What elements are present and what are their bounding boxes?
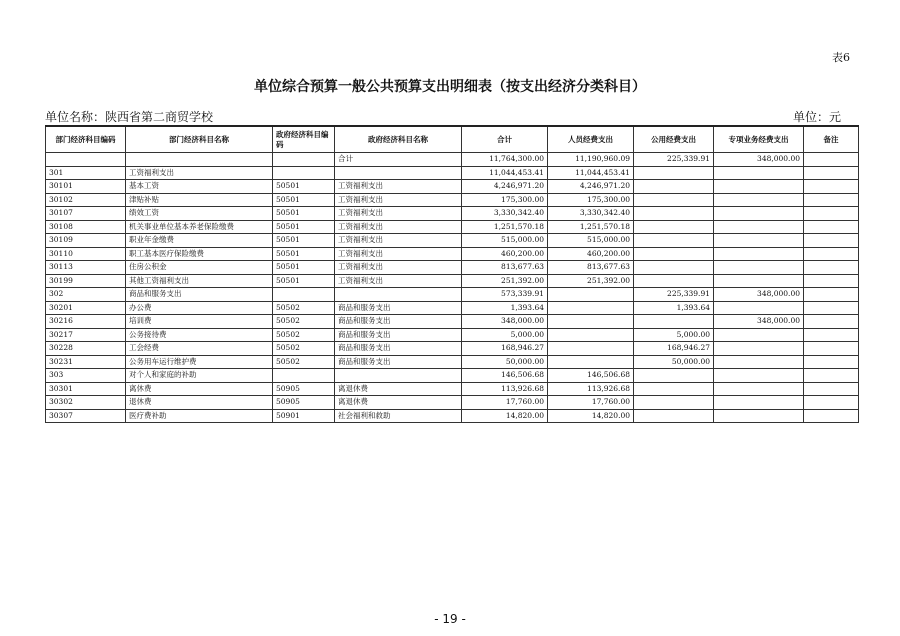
cell-dept-name: 退休费: [126, 396, 273, 410]
cell-special: [714, 355, 804, 369]
cell-remarks: [804, 153, 859, 167]
cell-gov-name: 商品和服务支出: [335, 328, 462, 342]
cell-dept-name: 其他工资福利支出: [126, 274, 273, 288]
cell-public: [634, 261, 714, 275]
cell-public: [634, 220, 714, 234]
cell-dept-code: 30301: [46, 382, 126, 396]
cell-special: [714, 369, 804, 383]
cell-special: [714, 409, 804, 423]
cell-special: [714, 207, 804, 221]
cell-remarks: [804, 234, 859, 248]
cell-gov-name: 工资福利支出: [335, 247, 462, 261]
cell-gov-code: 50502: [273, 342, 335, 356]
cell-public: [634, 207, 714, 221]
cell-dept-name: 职业年金缴费: [126, 234, 273, 248]
cell-special: [714, 220, 804, 234]
cell-dept-code: 30307: [46, 409, 126, 423]
cell-gov-code: 50501: [273, 207, 335, 221]
cell-gov-code: 50502: [273, 315, 335, 329]
cell-gov-code: [273, 166, 335, 180]
cell-gov-code: 50501: [273, 234, 335, 248]
cell-dept-code: 30110: [46, 247, 126, 261]
cell-special: [714, 328, 804, 342]
table-row: [46, 328, 859, 342]
cell-dept-code: 30109: [46, 234, 126, 248]
col-header-remarks: 备注: [804, 126, 859, 153]
cell-gov-name: 商品和服务支出: [335, 301, 462, 315]
cell-total: 515,000.00: [462, 234, 548, 248]
cell-dept-name: 办公费: [126, 301, 273, 315]
cell-remarks: [804, 220, 859, 234]
cell-dept-code: 30102: [46, 193, 126, 207]
cell-total: 4,246,971.20: [462, 180, 548, 194]
cell-dept-name: 津贴补贴: [126, 193, 273, 207]
cell-remarks: [804, 328, 859, 342]
cell-personnel: 1,251,570.18: [548, 220, 634, 234]
cell-dept-name: 机关事业单位基本养老保险缴费: [126, 220, 273, 234]
cell-total: 146,506.68: [462, 369, 548, 383]
cell-total: 50,000.00: [462, 355, 548, 369]
cell-gov-code: [273, 288, 335, 302]
unit-name: 单位名称：陕西省第二商贸学校: [45, 110, 214, 124]
cell-total: 5,000.00: [462, 328, 548, 342]
table-row: [46, 355, 859, 369]
cell-gov-code: 50905: [273, 396, 335, 410]
cell-total: 113,926.68: [462, 382, 548, 396]
cell-gov-name: [335, 288, 462, 302]
cell-dept-name: 商品和服务支出: [126, 288, 273, 302]
cell-gov-name: 离退休费: [335, 396, 462, 410]
col-header-total: 合计: [462, 126, 548, 153]
cell-personnel: 460,200.00: [548, 247, 634, 261]
table-row: [46, 180, 859, 194]
cell-dept-code: 30201: [46, 301, 126, 315]
cell-public: 1,393.64: [634, 301, 714, 315]
cell-special: [714, 342, 804, 356]
cell-total: 11,764,300.00: [462, 153, 548, 167]
cell-gov-code: 50501: [273, 261, 335, 275]
cell-dept-code: [46, 153, 126, 167]
cell-total: 573,339.91: [462, 288, 548, 302]
cell-public: [634, 409, 714, 423]
cell-total: 460,200.00: [462, 247, 548, 261]
table-row: [46, 220, 859, 234]
cell-gov-name: 工资福利支出: [335, 207, 462, 221]
cell-special: [714, 261, 804, 275]
cell-dept-code: 30302: [46, 396, 126, 410]
cell-total: 168,946.27: [462, 342, 548, 356]
cell-personnel: [548, 301, 634, 315]
cell-gov-name: [335, 166, 462, 180]
cell-gov-code: [273, 153, 335, 167]
col-header-gov-code: 政府经济科目编码: [273, 126, 335, 153]
cell-dept-name: 职工基本医疗保险缴费: [126, 247, 273, 261]
cell-gov-name: 工资福利支出: [335, 274, 462, 288]
cell-dept-name: 培训费: [126, 315, 273, 329]
table-header-row: [46, 126, 859, 153]
cell-total: 17,760.00: [462, 396, 548, 410]
cell-personnel: [548, 315, 634, 329]
cell-remarks: [804, 342, 859, 356]
cell-dept-name: 医疗费补助: [126, 409, 273, 423]
cell-public: 5,000.00: [634, 328, 714, 342]
cell-remarks: [804, 207, 859, 221]
cell-public: [634, 274, 714, 288]
cell-personnel: 11,190,960.09: [548, 153, 634, 167]
table-row: [46, 166, 859, 180]
cell-public: [634, 396, 714, 410]
cell-remarks: [804, 288, 859, 302]
cell-dept-code: 301: [46, 166, 126, 180]
cell-gov-code: 50501: [273, 193, 335, 207]
cell-dept-code: 30113: [46, 261, 126, 275]
cell-personnel: 175,300.00: [548, 193, 634, 207]
cell-special: [714, 166, 804, 180]
cell-total: 3,330,342.40: [462, 207, 548, 221]
cell-gov-name: 商品和服务支出: [335, 315, 462, 329]
cell-dept-name: [126, 153, 273, 167]
cell-dept-code: 303: [46, 369, 126, 383]
cell-gov-name: 商品和服务支出: [335, 342, 462, 356]
page-title: 单位综合预算一般公共预算支出明细表（按支出经济分类科目）: [254, 79, 646, 95]
cell-dept-code: 30107: [46, 207, 126, 221]
cell-public: 168,946.27: [634, 342, 714, 356]
table-row: [46, 153, 859, 167]
cell-personnel: 113,926.68: [548, 382, 634, 396]
col-header-personnel: 人员经费支出: [548, 126, 634, 153]
table-row: [46, 247, 859, 261]
cell-personnel: 4,246,971.20: [548, 180, 634, 194]
cell-special: [714, 247, 804, 261]
cell-gov-code: 50501: [273, 247, 335, 261]
cell-personnel: [548, 342, 634, 356]
table-number: 表6: [832, 51, 850, 64]
cell-remarks: [804, 261, 859, 275]
cell-personnel: 17,760.00: [548, 396, 634, 410]
cell-gov-code: 50501: [273, 220, 335, 234]
cell-special: [714, 274, 804, 288]
cell-special: [714, 301, 804, 315]
cell-remarks: [804, 274, 859, 288]
cell-gov-code: 50501: [273, 274, 335, 288]
cell-personnel: 515,000.00: [548, 234, 634, 248]
table-row: [46, 342, 859, 356]
cell-gov-name: 社会福利和救助: [335, 409, 462, 423]
page-number: - 19 -: [434, 612, 466, 626]
cell-dept-name: 公务用车运行维护费: [126, 355, 273, 369]
table-row: [46, 274, 859, 288]
currency-unit: 单位：元: [793, 110, 842, 124]
table-row: [46, 315, 859, 329]
cell-special: 348,000.00: [714, 288, 804, 302]
col-header-dept-name: 部门经济科目名称: [126, 126, 273, 153]
cell-gov-code: 50502: [273, 301, 335, 315]
cell-public: [634, 234, 714, 248]
cell-public: [634, 193, 714, 207]
cell-dept-code: 302: [46, 288, 126, 302]
cell-dept-name: 住房公积金: [126, 261, 273, 275]
cell-dept-name: 工会经费: [126, 342, 273, 356]
cell-special: [714, 234, 804, 248]
expenditure-table: [45, 125, 859, 423]
cell-personnel: 146,506.68: [548, 369, 634, 383]
cell-personnel: [548, 355, 634, 369]
cell-personnel: 11,044,453.41: [548, 166, 634, 180]
cell-gov-name: 工资福利支出: [335, 220, 462, 234]
cell-remarks: [804, 369, 859, 383]
cell-dept-name: 公务接待费: [126, 328, 273, 342]
cell-special: [714, 396, 804, 410]
cell-public: [634, 247, 714, 261]
cell-gov-name: 工资福利支出: [335, 261, 462, 275]
cell-total: 14,820.00: [462, 409, 548, 423]
table-row: [46, 409, 859, 423]
cell-gov-name: 工资福利支出: [335, 234, 462, 248]
cell-gov-name: [335, 369, 462, 383]
cell-total: 813,677.63: [462, 261, 548, 275]
cell-gov-code: 50501: [273, 180, 335, 194]
table-row: [46, 382, 859, 396]
cell-remarks: [804, 166, 859, 180]
cell-total: 1,393.64: [462, 301, 548, 315]
cell-dept-code: 30108: [46, 220, 126, 234]
cell-dept-name: 对个人和家庭的补助: [126, 369, 273, 383]
cell-public: 225,339.91: [634, 153, 714, 167]
cell-remarks: [804, 396, 859, 410]
cell-remarks: [804, 315, 859, 329]
cell-dept-name: 绩效工资: [126, 207, 273, 221]
cell-total: 251,392.00: [462, 274, 548, 288]
cell-total: 175,300.00: [462, 193, 548, 207]
cell-public: [634, 382, 714, 396]
cell-special: 348,000.00: [714, 153, 804, 167]
cell-gov-name: 工资福利支出: [335, 193, 462, 207]
cell-gov-code: 50502: [273, 328, 335, 342]
cell-total: 1,251,570.18: [462, 220, 548, 234]
cell-dept-code: 30101: [46, 180, 126, 194]
cell-public: 50,000.00: [634, 355, 714, 369]
cell-dept-name: 工资福利支出: [126, 166, 273, 180]
cell-gov-name: 离退休费: [335, 382, 462, 396]
cell-remarks: [804, 409, 859, 423]
table-row: [46, 234, 859, 248]
cell-public: 225,339.91: [634, 288, 714, 302]
cell-public: [634, 166, 714, 180]
cell-remarks: [804, 247, 859, 261]
cell-personnel: 813,677.63: [548, 261, 634, 275]
cell-total: 348,000.00: [462, 315, 548, 329]
col-header-public: 公用经费支出: [634, 126, 714, 153]
cell-gov-name: 商品和服务支出: [335, 355, 462, 369]
table-row: [46, 369, 859, 383]
cell-gov-name: 工资福利支出: [335, 180, 462, 194]
table-row: [46, 261, 859, 275]
table-row: [46, 207, 859, 221]
cell-gov-code: 50901: [273, 409, 335, 423]
cell-special: [714, 180, 804, 194]
cell-dept-code: 30199: [46, 274, 126, 288]
table-row: [46, 301, 859, 315]
cell-personnel: 251,392.00: [548, 274, 634, 288]
table-row: [46, 288, 859, 302]
cell-gov-code: 50905: [273, 382, 335, 396]
cell-special: [714, 193, 804, 207]
cell-remarks: [804, 180, 859, 194]
col-header-special: 专项业务经费支出: [714, 126, 804, 153]
cell-remarks: [804, 301, 859, 315]
cell-gov-code: [273, 369, 335, 383]
cell-total: 11,044,453.41: [462, 166, 548, 180]
cell-dept-code: 30216: [46, 315, 126, 329]
cell-personnel: 14,820.00: [548, 409, 634, 423]
cell-gov-code: 50502: [273, 355, 335, 369]
cell-remarks: [804, 382, 859, 396]
cell-public: [634, 315, 714, 329]
cell-remarks: [804, 355, 859, 369]
cell-special: [714, 382, 804, 396]
col-header-dept-code: 部门经济科目编码: [46, 126, 126, 153]
table-row: [46, 396, 859, 410]
cell-dept-name: 基本工资: [126, 180, 273, 194]
cell-dept-code: 30228: [46, 342, 126, 356]
cell-dept-name: 离休费: [126, 382, 273, 396]
cell-personnel: [548, 288, 634, 302]
cell-special: 348,000.00: [714, 315, 804, 329]
cell-public: [634, 180, 714, 194]
cell-dept-code: 30217: [46, 328, 126, 342]
cell-gov-name: 合计: [335, 153, 462, 167]
cell-remarks: [804, 193, 859, 207]
cell-personnel: 3,330,342.40: [548, 207, 634, 221]
table-row: [46, 193, 859, 207]
cell-personnel: [548, 328, 634, 342]
cell-public: [634, 369, 714, 383]
col-header-gov-name: 政府经济科目名称: [335, 126, 462, 153]
cell-dept-code: 30231: [46, 355, 126, 369]
